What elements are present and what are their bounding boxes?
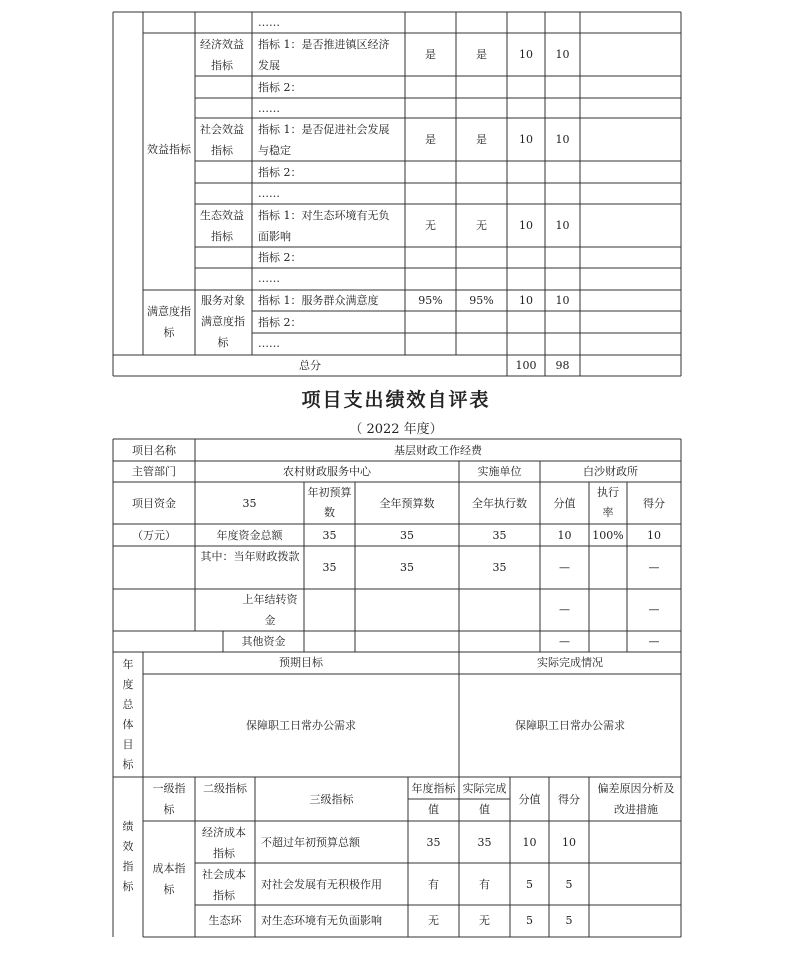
service-score: 10 bbox=[555, 294, 570, 307]
perf-row-l3: 对社会发展有无积极作用 bbox=[261, 878, 382, 891]
other-weight: — bbox=[559, 635, 570, 648]
perf-row-l2: 社会成本指标 bbox=[202, 868, 246, 902]
perf-row-score: 10 bbox=[562, 836, 576, 849]
perf-row-target: 有 bbox=[428, 878, 439, 891]
perf-row-l3: 对生态环境有无负面影响 bbox=[261, 914, 382, 927]
annual-total-label: 年度资金总额 bbox=[216, 529, 283, 542]
score-head: 得分 bbox=[643, 497, 665, 510]
perf-row-l3: 不超过年初预算总额 bbox=[261, 836, 360, 849]
exec-head: 全年执行数 bbox=[472, 497, 527, 510]
current-initial: 35 bbox=[322, 561, 337, 574]
carryover-weight: — bbox=[559, 603, 570, 616]
level3-head: 三级指标 bbox=[309, 793, 354, 806]
perf-row-weight: 10 bbox=[522, 836, 537, 849]
actual-value-head: 实际完成值 bbox=[462, 782, 507, 816]
social-actual: 是 bbox=[476, 133, 487, 146]
current-weight: — bbox=[559, 561, 570, 574]
expected-goal-text: 保障职工日常办公需求 bbox=[246, 719, 356, 732]
annual-goal-label: 年度总体目标 bbox=[122, 658, 134, 771]
cost-indicators-label: 成本指标 bbox=[152, 862, 186, 896]
annual-initial: 35 bbox=[322, 529, 337, 542]
ellipsis-row: …… bbox=[258, 16, 280, 29]
deviation-reason-head: 偏差原因分析及改进措施 bbox=[597, 782, 675, 816]
current-exec: 35 bbox=[492, 561, 507, 574]
perf-row-actual: 35 bbox=[477, 836, 492, 849]
exec-rate-head: 执行率 bbox=[597, 486, 619, 519]
level1-head: 一级指标 bbox=[152, 782, 186, 816]
year-line: （ 2022 年度） bbox=[349, 422, 443, 437]
social-indicator-1: 指标 1：是否促进社会发展与稳定 bbox=[258, 123, 390, 157]
fund-label: 项目资金 bbox=[132, 497, 176, 510]
page-title: 项目支出绩效自评表 bbox=[301, 389, 491, 411]
social-indicator-2: 指标 2： bbox=[258, 166, 302, 179]
economic-indicator-2: 指标 2： bbox=[258, 81, 302, 94]
actual-result-text: 保障职工日常办公需求 bbox=[515, 719, 625, 732]
current-full: 35 bbox=[400, 561, 414, 574]
annual-full: 35 bbox=[400, 529, 414, 542]
dept-label: 主管部门 bbox=[132, 465, 176, 478]
project-name: 基层财政工作经费 bbox=[394, 444, 482, 457]
carryover-score: — bbox=[648, 603, 660, 616]
social-weight: 10 bbox=[519, 133, 533, 146]
perf-row-target: 35 bbox=[426, 836, 441, 849]
current-appropriation-label: 其中：当年财政拨款 bbox=[200, 550, 300, 563]
actual-result-head: 实际完成情况 bbox=[537, 656, 603, 669]
perf-row-l2: 经济成本指标 bbox=[202, 826, 246, 860]
total-score: 98 bbox=[555, 359, 570, 372]
project-name-label: 项目名称 bbox=[132, 444, 176, 457]
fund-total-head: 35 bbox=[242, 497, 257, 510]
service-indicator-2: 指标 2： bbox=[258, 316, 302, 329]
economic-score: 10 bbox=[555, 48, 570, 61]
current-score: — bbox=[648, 561, 660, 574]
service-weight: 10 bbox=[519, 294, 533, 307]
year-target-head: 年度指标值 bbox=[411, 782, 456, 816]
economic-target: 是 bbox=[425, 48, 436, 61]
other-score: — bbox=[648, 635, 660, 648]
ellipsis-row: …… bbox=[258, 337, 280, 350]
perf-row-score: 5 bbox=[565, 878, 573, 891]
full-budget-head: 全年预算数 bbox=[379, 497, 435, 510]
benefit-indicators-label: 效益指标 bbox=[147, 143, 191, 156]
total-weight: 100 bbox=[515, 359, 537, 372]
service-satisfaction-label: 服务对象满意度指标 bbox=[201, 294, 245, 349]
eco-indicator-2: 指标 2： bbox=[258, 251, 302, 264]
expected-goal-head: 预期目标 bbox=[279, 656, 323, 669]
satisfaction-indicators-label: 满意度指标 bbox=[147, 305, 191, 339]
eco-actual: 无 bbox=[476, 219, 487, 232]
perf-row-target: 无 bbox=[428, 914, 439, 927]
eco-target: 无 bbox=[425, 219, 436, 232]
perf-row-weight: 5 bbox=[526, 914, 533, 927]
perf-row-l2: 生态环 bbox=[208, 914, 242, 927]
perf-score-head: 得分 bbox=[558, 793, 580, 806]
eco-benefit-label: 生态效益指标 bbox=[200, 209, 244, 243]
ellipsis-row: …… bbox=[258, 272, 280, 285]
impl-label: 实施单位 bbox=[477, 465, 522, 478]
social-target: 是 bbox=[425, 133, 436, 146]
service-indicator-1: 指标 1：服务群众满意度 bbox=[258, 294, 379, 307]
annual-weight: 10 bbox=[557, 529, 572, 542]
level2-head: 二级指标 bbox=[203, 782, 247, 795]
eco-weight: 10 bbox=[519, 219, 533, 232]
total-label: 总分 bbox=[299, 359, 321, 372]
carryover-label: 上年结转资金 bbox=[242, 593, 298, 627]
perf-row-score: 5 bbox=[565, 914, 573, 927]
ellipsis-row: …… bbox=[258, 187, 280, 200]
social-benefit-label: 社会效益指标 bbox=[200, 123, 244, 157]
dept-value: 农村财政服务中心 bbox=[283, 465, 371, 478]
economic-benefit-label: 经济效益指标 bbox=[200, 38, 244, 72]
economic-actual: 是 bbox=[476, 48, 487, 61]
eco-score: 10 bbox=[555, 219, 570, 232]
other-funds-label: 其他资金 bbox=[241, 635, 286, 648]
eco-indicator-1: 指标 1：对生态环境有无负面影响 bbox=[258, 209, 390, 243]
annual-exec: 35 bbox=[492, 529, 507, 542]
weight-head: 分值 bbox=[553, 497, 576, 510]
service-actual: 95% bbox=[469, 294, 494, 307]
ellipsis-row: …… bbox=[258, 102, 280, 115]
economic-weight: 10 bbox=[519, 48, 533, 61]
social-score: 10 bbox=[555, 133, 570, 146]
fund-unit: （万元） bbox=[132, 529, 176, 542]
perf-weight-head: 分值 bbox=[518, 793, 541, 806]
perf-row-weight: 5 bbox=[526, 878, 533, 891]
impl-value: 白沙财政所 bbox=[583, 465, 638, 478]
annual-score: 10 bbox=[647, 529, 661, 542]
annual-rate: 100% bbox=[592, 529, 624, 542]
perf-row-actual: 有 bbox=[479, 878, 490, 891]
perf-row-actual: 无 bbox=[479, 914, 490, 927]
performance-indicators-label: 绩效指标 bbox=[122, 820, 134, 893]
service-target: 95% bbox=[418, 294, 443, 307]
initial-budget-head: 年初预算数 bbox=[307, 486, 352, 519]
economic-indicator-1: 指标 1：是否推进镇区经济发展 bbox=[258, 38, 390, 72]
